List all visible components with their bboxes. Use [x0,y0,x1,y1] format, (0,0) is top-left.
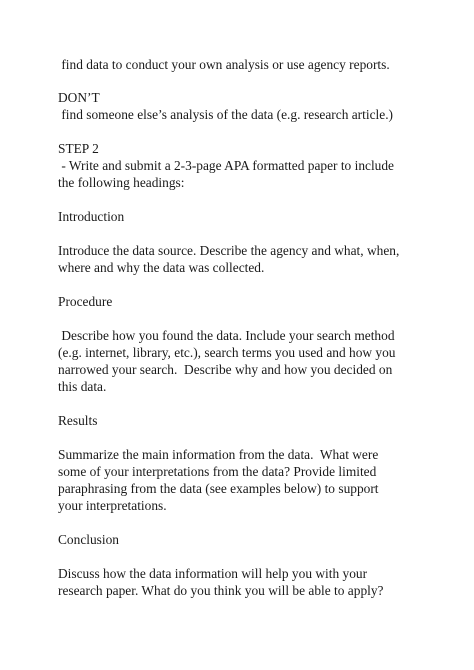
step-2-heading: STEP 2 [58,141,99,156]
results-line-1: Summarize the main information from the data. What were [58,447,379,462]
procedure-line-3: narrowed your search. Describe why and how you decided on [58,362,393,377]
conclusion-heading: Conclusion [58,532,120,547]
procedure-heading: Procedure [58,294,113,309]
dont-heading: DON’T [58,90,100,105]
conclusion-line-2: research paper. What do you think you will be able to apply? [58,583,384,598]
procedure-line-1: Describe how you found the data. Include your search method [58,328,395,343]
procedure-line-2: (e.g. internet, library, etc.), search terms you used and how you [58,345,396,360]
results-line-2: some of your interpretations from the data? Provide limited [58,464,377,479]
step-2-line-2: the following headings: [58,175,185,190]
results-line-4: your interpretations. [58,498,167,513]
intro-line: find data to conduct your own analysis or use agency reports. [58,57,390,72]
dont-line: find someone else’s analysis of the data (e.g. research article.) [58,107,394,122]
introduction-heading: Introduction [58,209,125,224]
results-heading: Results [58,413,98,428]
results-line-3: paraphrasing from the data (see examples below) to support [58,481,379,496]
introduction-line-2: where and why the data was collected. [58,260,265,275]
step-2-line-1: - Write and submit a 2-3-page APA formatted paper to include [58,158,395,173]
conclusion-line-1: Discuss how the data information will help you with your [58,566,368,581]
procedure-line-4: this data. [58,379,107,394]
introduction-line-1: Introduce the data source. Describe the agency and what, when, [58,243,400,258]
